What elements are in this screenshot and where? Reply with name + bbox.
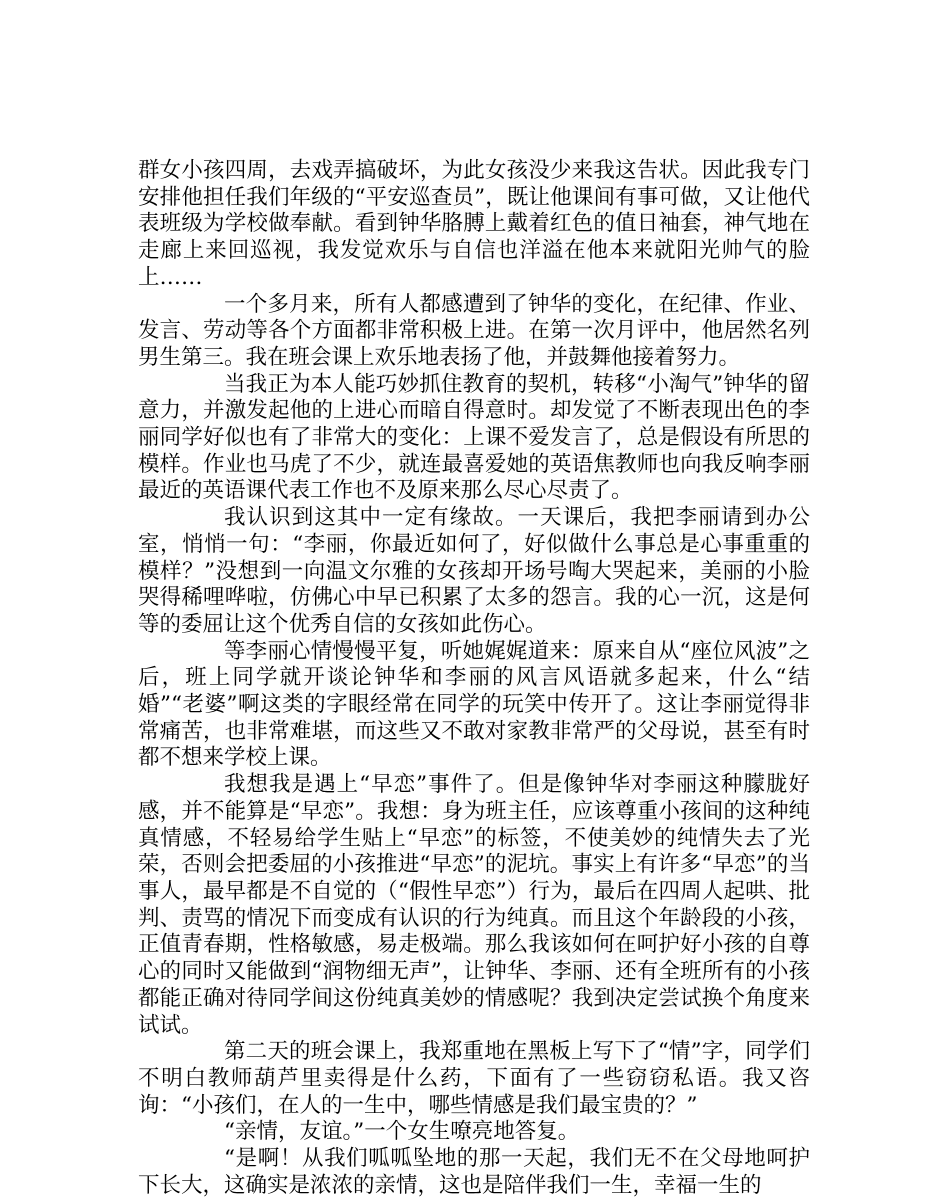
paragraph-9: “是啊！从我们呱呱坠地的那一天起，我们无不在父母地呵护下长大，这确实是浓浓的亲情，这也是陪伴我们一生，幸福一生的 — [138, 1146, 810, 1198]
paragraph-3: 当我正为本人能巧妙抓住教育的契机，转移“小淘气”钟华的留意力，并激发起他的上进心而暗自得意时。却发觉了不断表现出色的李丽同学好似也有了非常大的变化：上课不爱发言了，总是假设有所思的模样。作业也马虎了不少，就连最喜爱她的英语焦教师也向我反响李丽最近的英语课代表工作也不及原来那么尽心尽责了。 — [138, 371, 810, 504]
paragraph-7: 第二天的班会课上，我郑重地在黑板上写下了“情”字，同学们不明白教师葫芦里卖得是什么药，下面有了一些窃窃私语。我又咨询：“小孩们，在人的一生中，哪些情感是我们最宝贵的？” — [138, 1039, 810, 1118]
paragraph-2: 一个多月来，所有人都感遭到了钟华的变化，在纪律、作业、发言、劳动等各个方面都非常积极上进。在第一次月评中，他居然名列男生第三。我在班会课上欢乐地表扬了他，并鼓舞他接着努力。 — [138, 291, 810, 370]
paragraph-5: 等李丽心情慢慢平复，听她娓娓道来：原来自从“座位风波”之后，班上同学就开谈论钟华和李丽的风言风语就多起来，什么“结婚”“老婆”啊这类的字眼经常在同学的玩笑中传开了。这让李丽觉得非常痛苦，也非常难堪，而这些又不敢对家教非常严的父母说，甚至有时都不想来学校上课。 — [138, 638, 810, 771]
paragraph-4: 我认识到这其中一定有缘故。一天课后，我把李丽请到办公室，悄悄一句：“李丽，你最近如何了，好似做什么事总是心事重重的模样？”没想到一向温文尔雅的女孩却开场号啕大哭起来，美丽的小脸哭得稀哩哗啦，仿佛心中早已积累了太多的怨言。我的心一沉，这是何等的委屈让这个优秀自信的女孩如此伤心。 — [138, 505, 810, 637]
paragraph-1: 群女小孩四周，去戏弄搞破坏，为此女孩没少来我这告状。因此我专门安排他担任我们年级的“平安巡查员”，既让他课间有事可做，又让他代表班级为学校做奉献。看到钟华胳膊上戴着红色的值日袖套，神气地在走廊上来回巡视，我发觉欢乐与自信也洋溢在他本来就阳光帅气的脸上…… — [138, 158, 810, 290]
paragraph-6: 我想我是遇上“早恋”事件了。但是像钟华对李丽这种朦胧好感，并不能算是“早恋”。我想：身为班主任，应该尊重小孩间的这种纯真情感，不轻易给学生贴上“早恋”的标签，不使美妙的纯情失去了光荣，否则会把委屈的小孩推进“早恋”的泥坑。事实上有许多“早恋”的当事人，最早都是不自觉的（“假性早恋”）行为，最后在四周人起哄、批判、责骂的情况下而变成有认识的行为纯真。而且这个年龄段的小孩，正值青春期，性格敏感，易走极端。那么我该如何在呵护好小孩的自尊心的同时又能做到“润物细无声”，让钟华、李丽、还有全班所有的小孩都能正确对待同学间这份纯真美妙的情感呢？我到决定尝试换个角度来试试。 — [138, 772, 810, 1038]
document-body — [138, 158, 810, 1199]
paragraph-8: “亲情，友谊。”一个女生嘹亮地答复。 — [224, 1119, 580, 1145]
